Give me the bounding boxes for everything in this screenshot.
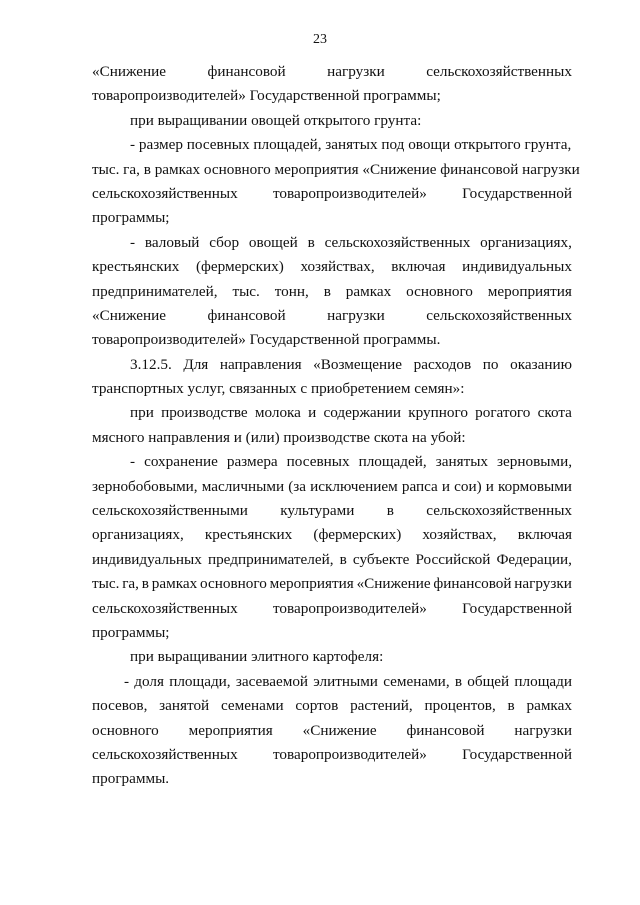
text-word: сельскохозяйственных [92,599,238,617]
text-line [92,597,572,621]
text-word: (фермерских) [195,258,284,276]
text-word: растений, [350,697,413,715]
text-word: (фермерских) [313,526,402,544]
text-word: сельскохозяйственными [92,502,248,520]
text-line [92,280,572,304]
text-line [92,60,572,84]
text-word: молока [254,404,301,422]
text-line [92,694,572,718]
text-word: сортов [295,697,339,715]
text-line [92,328,572,352]
text-word: оказанию [510,355,572,373]
text-word: сельскохозяйственных [92,745,238,763]
text-word: субъекте [352,550,410,568]
text-word: содержании [323,404,402,422]
text-word: программы; [92,209,170,227]
text-word: овощей [248,233,298,251]
text-word: включая [517,526,572,544]
text-line [92,743,572,767]
text-word: в [386,502,394,520]
text-word: занятой [159,697,210,715]
text-word: финансовой [207,63,286,80]
text-line [92,499,572,523]
text-word: хозяйствах, [422,526,497,544]
text-word: и [441,477,451,495]
text-word: нагрузки [327,63,385,80]
text-word: Государственной [462,184,572,202]
text-word: доля [134,672,164,690]
text-line [92,158,580,182]
text-line [92,182,572,206]
text-word: сохранение [144,453,218,471]
text-line [92,719,572,743]
text-word: индивидуальных [462,258,572,276]
text-word: «Снижение [92,63,167,80]
text-word: предпринимателей, [207,550,334,568]
text-word: общей [467,672,510,690]
text-word: организациях, [92,526,184,544]
text-word: при выращивании элитного картофеля: [130,648,384,666]
text-word: в [507,697,515,715]
text-word: финансовой [207,306,286,324]
text-word: товаропроизводителей» Государственной программы; [92,87,441,105]
text-word: - [130,233,136,251]
text-word: культурами [280,502,355,520]
text-word: скота [537,404,572,422]
text-word: сбор [209,233,240,251]
text-word: рогатого [475,404,531,422]
text-word: «Снижение [356,575,431,593]
text-word: площадей, [358,453,427,471]
text-word: основного [200,575,267,593]
text-word: тыс. [232,282,260,300]
document-body [92,60,580,792]
text-line [92,109,572,133]
text-word: рамках [345,282,392,300]
text-word: семенами, [383,672,450,690]
text-line [92,572,572,596]
text-word: направления [219,355,302,373]
text-word: - размер посевных площадей, занятых под овощи открытого грунта, [130,136,572,154]
text-word: Государственной [462,745,572,763]
text-word: основного [406,282,473,300]
text-word: сельскохозяйственных [426,63,572,80]
text-word: и [308,404,317,422]
text-word: валовый [144,233,200,251]
text-word: кормовыми [498,477,572,495]
text-word: рамках [151,575,198,593]
text-word: сельскохозяйственных [426,502,572,520]
text-word: - [130,453,136,471]
text-word: основного [92,721,159,739]
text-word: сельскохозяйственных [324,233,471,251]
text-word: при выращивании овощей открытого грунта: [130,111,422,129]
text-word: товаропроизводителей» [273,184,427,202]
text-word: хозяйствах, [300,258,375,276]
text-word: 3.12.5. [130,355,172,373]
text-word: (за [288,477,307,495]
text-word: крестьянских [204,526,293,544]
text-word: элитными [313,672,378,690]
text-word: крупного [408,404,468,422]
text-word: товаропроизводителей» Государственной программы. [92,331,441,349]
text-word: Федерации, [496,550,572,568]
text-word: финансовой [406,721,485,739]
text-word: площади [514,672,572,690]
text-word: крестьянских [92,258,180,276]
text-word: нагрузки [327,306,385,324]
text-word: Государственной [462,599,572,617]
text-line [92,475,572,499]
text-word: га, [122,575,139,593]
text-word: программы. [92,770,170,788]
text-line [92,84,572,108]
text-word: зернобобовыми, [92,477,198,495]
text-word: в [339,550,347,568]
text-word: расходов [413,355,472,373]
text-word: масличными [201,477,285,495]
text-line [92,206,572,230]
text-word: рапса [401,477,438,495]
text-word: семенами [220,697,284,715]
text-word: предпринимателей, [92,282,218,300]
text-line [92,670,572,694]
text-word: посевных [286,453,350,471]
text-line [92,377,572,401]
text-word: тонн, [274,282,309,300]
text-line [92,645,572,669]
text-word: посевов, [92,697,148,715]
text-word: мясного направления и (или) производстве скота на убой: [92,428,466,446]
text-line [92,231,572,255]
text-word: «Снижение [302,721,377,739]
text-word: мероприятия [487,282,572,300]
page-number: 23 [313,32,327,47]
text-word: «Возмещение [313,355,403,373]
text-line [92,621,572,645]
text-word: тыс. [92,575,120,593]
text-word: площади, [169,672,231,690]
text-word: включая [391,258,446,276]
text-line [92,401,572,425]
text-word: сельскохозяйственных [92,184,238,202]
text-word: процентов, [424,697,496,715]
text-word: при [130,404,154,422]
text-word: мероприятия [188,721,273,739]
text-word: зерновыми, [497,453,572,471]
text-word: - [124,672,130,690]
text-word: в [307,233,315,251]
text-line [92,426,572,450]
text-line [92,353,572,377]
text-word: производстве [161,404,248,422]
text-word: засеваемой [235,672,309,690]
text-word: рамках [526,697,572,715]
text-word: исключением [310,477,398,495]
text-word: и [485,477,494,495]
text-word: занятых [435,453,489,471]
text-word: нагрузки [514,721,572,739]
text-word: тыс. га, в рамках основного мероприятия «Снижение финансовой нагрузки [92,160,580,178]
text-line [92,548,572,572]
text-word: мероприятия [269,575,354,593]
text-word: товаропроизводителей» [273,745,427,763]
text-word: «Снижение [92,306,167,324]
text-word: нагрузки [514,575,572,593]
text-word: индивидуальных [92,550,202,568]
text-word: организациях, [480,233,572,251]
text-word: сои) [454,477,482,495]
text-line [92,523,572,547]
text-word: сельскохозяйственных [426,306,572,324]
text-word: программы; [92,623,170,641]
text-word: Для [183,355,209,373]
text-word: товаропроизводителей» [273,599,427,617]
text-line [92,133,572,157]
text-word: в [454,672,463,690]
text-line [92,304,572,328]
text-line [92,767,572,791]
text-word: Российской [415,550,491,568]
text-line [92,255,572,279]
text-word: финансовой [433,575,512,593]
text-word: по [482,355,499,373]
text-line [92,450,572,474]
text-word: транспортных услуг, связанных с приобретением семян»: [92,380,465,398]
text-word: в [141,575,149,593]
text-word: в [323,282,331,300]
text-word: размера [226,453,278,471]
